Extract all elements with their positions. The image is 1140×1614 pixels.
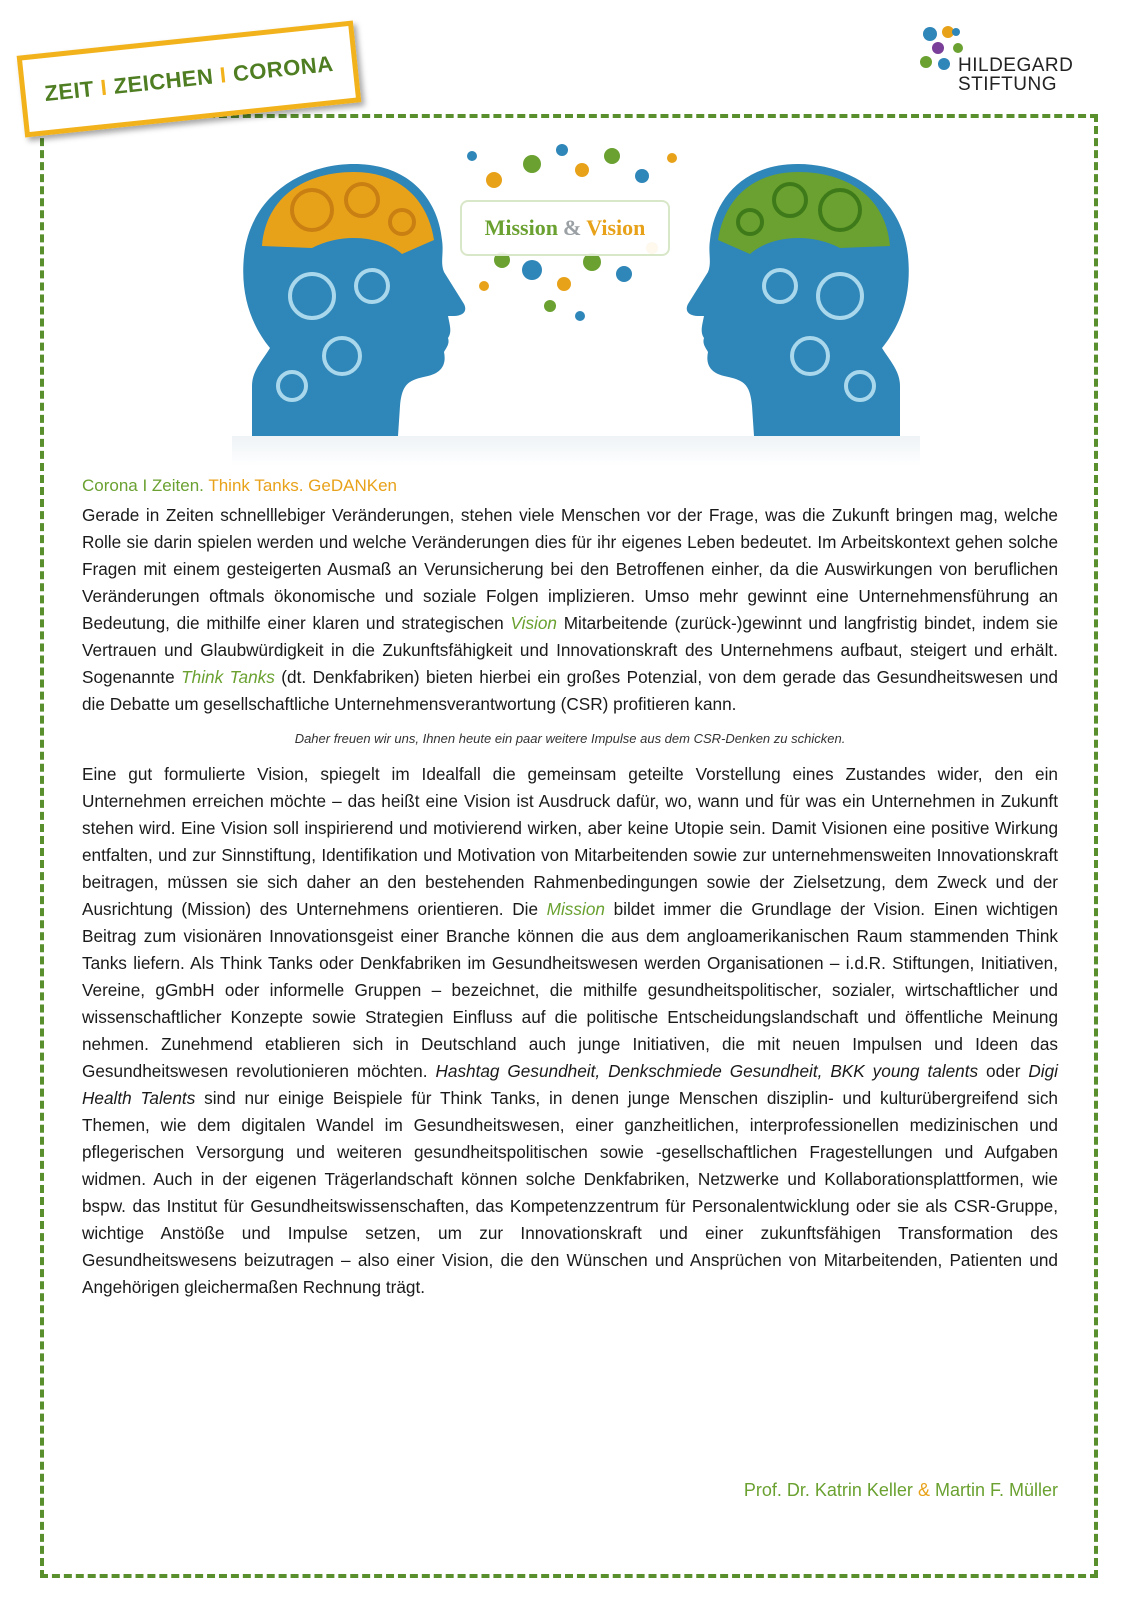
hildegard-stiftung-logo	[916, 22, 1106, 100]
article-body	[82, 476, 1058, 1500]
mission-vision-banner: Mission & Vision	[460, 200, 670, 256]
article-subheading: Corona I Zeiten. Think Tanks. GeDANKen	[82, 476, 397, 495]
logo-text: HILDEGARD STIFTUNG	[958, 55, 1074, 95]
stamp-text: ZEIT I ZEICHEN I CORONA	[43, 50, 335, 107]
italic-note: Daher freuen wir uns, Ihnen heute ein paar weitere Impulse aus dem CSR-Denken zu schicken.	[294, 731, 846, 746]
reflection-floor	[232, 436, 920, 466]
main-paragraph: Eine gut formulierte Vision, spiegelt im Idealfall die gemeinsam geteilte Vorstellung eines Zustandes wider, den ein Unternehmen erreichen möchte – das heißt eine Vision ist Ausdruck dafür, wo, wann und für was ein Unternehmen in Zukunft stehen wird. Eine Vision soll inspirierend und motivierend wirken, aber keine Utopie sein. Damit Visionen eine positive Wirkung entfalten, und zur Sinnstiftung, Identifikation und Motivation von Mitarbeitenden sowie zur unternehmensweiten Innovationskraft beitragen, müssen sie sich daher an den bestehenden Rahmenbedingungen sowie der Zielsetzung, dem Zweck und der Ausrichtung (Mission) des Unternehmens orientieren. Die Mission bildet immer die Grundlage der Vision. Einen wichtigen Beitrag zum visionären Innovationsgeist einer Branche können die aus dem angloamerikanischen Raum stammenden Think Tanks liefern. Als Think Tanks oder Denkfabriken im Gesundheitswesen werden Organisationen – i.d.R. Stiftungen, Initiativen, Vereine, gGmbH oder informelle Gruppen – bezeichnet, die mithilfe gesundheitspolitischer, sozialer, wirtschaftlicher und wissenschaftlicher Konzepte sowie Strategien Einfluss auf die politische Entscheidungslandschaft und öffentliche Meinung nehmen. Zunehmend etablieren sich in Deutschland auch junge Initiativen, die mit neuen Impulsen und Ideen das Gesundheitswesen revolutionieren möchten. Hashtag Gesundheit, Denkschmiede Gesundheit, BKK young talents oder Digi Health Talents sind nur einige Beispiele für Think Tanks, in denen junge Menschen disziplin- und kulturübergreifend sich Themen, wie dem digitalen Wandel im Gesundheitswesen, einer ganzheitlichen, interprofessionellen medizinischen und pflegerischen Versorgung und weiteren gesundheitspolitischen sowie -gesellschaftlichen Fragestellungen und Aufgaben widmen. Auch in der eigenen Trägerlandschaft können solche Denkfabriken, Netzwerke und Kollaborationsplattformen, wie bspw. das Institut für Gesundheitswissenschaften, das Kompetenzzentrum für Personalentwicklung oder sie als CSR-Gruppe, wichtige Anstöße und Impulse setzen, um zur Innovationskraft und einer zukunftsfähigen Transformation des Gesundheitswesens beizutragen – also einer Vision, die den Wünschen und Ansprüchen von Mitarbeitenden, Patienten und Angehörigen gleichermaßen Rechnung trägt.	[82, 764, 1058, 1297]
heads-gears-illustration	[232, 136, 920, 466]
author-signature: Prof. Dr. Katrin Keller & Martin F. Müller	[743, 1480, 1058, 1500]
intro-paragraph: Gerade in Zeiten schnelllebiger Veränderungen, stehen viele Menschen vor der Frage, was die Zukunft bringen mag, welche Rolle sie darin spielen werden und welche Veränderungen dies für ihr eigenes Leben bedeutet. Im Arbeitskontext gehen solche Fragen mit einem gesteigerten Ausmaß an Verunsicherung bei den Betroffenen einher, da die Auswirkungen von beruflichen Veränderungen oftmals ökonomische und soziale Folgen implizieren. Umso mehr gewinnt eine Unternehmensführung an Bedeutung, die mithilfe einer klaren und strategischen Vision Mitarbeitende (zurück-)gewinnt und langfristig bindet, indem sie Vertrauen und Glaubwürdigkeit in die Zukunftsfähigkeit und Innovationskraft des Unternehmens aufbaut, steigert und erhält. Sogenannte Think Tanks (dt. Denkfabriken) bieten hierbei ein großes Potenzial, von dem gerade das Gesundheitswesen und die Debatte um gesellschaftliche Unternehmensverantwortung (CSR) profitieren kann.	[82, 505, 1058, 714]
